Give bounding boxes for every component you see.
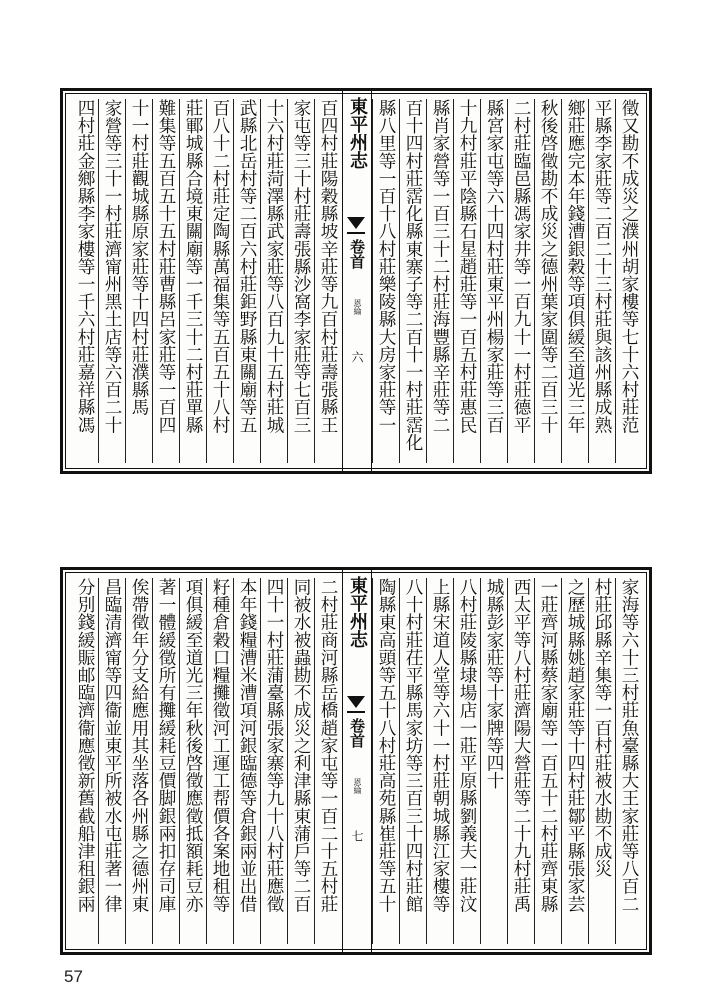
text-column: 八村莊陵縣埭場店一莊平原縣劉義夫一莊汶 (457, 578, 477, 913)
text-column: 之歷城縣姚趙家莊等十四村莊鄒平縣張家芸 (565, 578, 585, 913)
text-column: 武縣北岳村等二百六村莊鉅野縣東關廟等五 (237, 99, 257, 434)
column-rule (206, 578, 207, 944)
text-column: 俟帶徵年分支給應用其坐落各州縣之德州東 (129, 578, 149, 913)
column-rule (152, 578, 153, 944)
text-column: 上縣宋道人堂等六十一村莊朝城縣江家樓等 (430, 578, 450, 913)
column-rule (615, 99, 616, 463)
text-column: 本年錢糧漕米漕項河銀臨德等倉銀兩並出借 (237, 578, 257, 913)
column-rule (260, 99, 261, 463)
heart-page-number: 六 (350, 351, 364, 363)
column-rule (179, 578, 180, 944)
text-columns-upper (63, 99, 649, 463)
text-column: 秋後啓徵勘不成災之德州葉家圍等二百三十 (538, 99, 558, 434)
text-column: 昌臨清濟甯等四衞並東平所被水屯莊著一律 (102, 578, 122, 913)
column-rule (372, 99, 373, 463)
column-rule (426, 99, 427, 463)
text-column: 同被水被蟲勘不成災之利津縣東蒲戶等二百 (291, 578, 311, 913)
column-rule (453, 99, 454, 463)
text-column: 家屯等三十村莊壽張縣沙窩李家莊等七百三 (291, 99, 311, 434)
column-rule (179, 99, 180, 463)
column-rule (534, 99, 535, 463)
column-rule (98, 578, 99, 944)
text-column: 四十一村莊蒲臺縣張家寨等九十八村莊應徵 (264, 578, 284, 913)
column-rule (314, 578, 315, 944)
column-rule (287, 99, 288, 463)
column-rule (399, 99, 400, 463)
text-column: 八十村莊茌平縣馬家坊等三百三十四村莊館 (403, 578, 423, 913)
heart-page-number: 七 (350, 830, 364, 842)
text-column: 難集等五百五十五村莊曹縣呂家莊等一百四 (156, 99, 176, 434)
column-rule (125, 578, 126, 944)
column-rule (480, 578, 481, 944)
text-column: 十一村莊觀城縣原家莊等十四村莊濮縣馬 (129, 99, 149, 416)
text-column: 四村莊金鄉縣李家樓等一千六村莊嘉祥縣馮 (75, 99, 95, 434)
heart-title: 東平州志 (347, 97, 368, 169)
column-rule (287, 578, 288, 944)
top-cut-text (90, 40, 650, 90)
text-column: 西太平等八村莊濟陽大營莊等二十九村莊禹 (511, 578, 531, 913)
heart-juan: 卷首 (348, 718, 366, 748)
column-rule (372, 578, 373, 944)
text-column: 陶縣東高頭等五十八村莊高苑縣崔莊等五十 (376, 578, 396, 913)
text-column: 縣八里等一百十八村莊樂陵縣大房家莊等一 (376, 99, 396, 434)
text-column: 籽種倉穀口糧攤徵河工運工帮價各案地租等 (210, 578, 230, 913)
text-column: 家營等三十一村莊濟甯州黑土店等六百二十 (102, 99, 122, 434)
column-rule (507, 99, 508, 463)
column-rule (534, 578, 535, 944)
text-column: 分別錢緩賑邮臨濟衞應徵新舊截船津租銀兩 (75, 578, 95, 913)
text-columns-lower (63, 578, 649, 944)
column-rule (561, 99, 562, 463)
text-column: 一莊齊河縣蔡家廟等一百五十二村莊齊東縣 (538, 578, 558, 913)
text-column: 村莊邱縣辛集等一百村莊被水勘不成災 (592, 578, 612, 878)
column-rule (98, 99, 99, 463)
column-rule (233, 578, 234, 944)
text-column: 二村莊商河縣岳橋趙家屯等一百二十五村莊 (318, 578, 338, 913)
column-rule (561, 578, 562, 944)
text-column: 項俱緩至道光三年秋後啓徵應徵抵額耗豆亦 (183, 578, 203, 913)
column-rule (588, 578, 589, 944)
column-rule (426, 578, 427, 944)
column-rule (206, 99, 207, 463)
heart-subtitle: 恩綸 (353, 299, 362, 315)
column-rule (260, 578, 261, 944)
column-rule (453, 578, 454, 944)
text-column: 平縣李家莊等二百二十三村莊與該州縣成熟 (592, 99, 612, 434)
text-column: 城縣彭家莊等十家牌等四十 (484, 578, 504, 790)
page-number: 57 (64, 967, 83, 986)
column-rule (507, 578, 508, 944)
column-rule (399, 578, 400, 944)
column-rule (233, 99, 234, 463)
column-rule (125, 99, 126, 463)
text-column: 百四村莊陽穀縣坡辛莊等九百村莊壽張縣王 (318, 99, 338, 434)
text-column: 縣肖家營等一百三十二村莊海豐縣辛莊等二 (430, 99, 450, 434)
text-column: 百八十二村莊定陶縣萬福集等五百五十八村 (210, 99, 230, 434)
upper-half-leaf (60, 88, 652, 474)
column-rule (615, 578, 616, 944)
column-rule (314, 99, 315, 463)
text-column: 十九村莊平陰縣石星趙莊等一百五村莊惠民 (457, 99, 477, 434)
text-column: 徵又勘不成災之濮州胡家樓等七十六村莊范 (619, 99, 639, 434)
heart-juan: 卷首 (348, 239, 366, 269)
text-column: 鄉莊應完本年錢漕銀穀等項俱緩至道光三年 (565, 99, 585, 434)
text-column: 百十四村莊霑化縣東寨子等二百十一村莊霑化 (403, 99, 423, 451)
column-rule (588, 99, 589, 463)
column-rule (480, 99, 481, 463)
text-column: 家海等六十三村莊魚臺縣大王家莊等八百二 (619, 578, 639, 913)
text-column: 縣宮家屯等六十四村莊東平州楊家莊等三百 (484, 99, 504, 434)
column-rule (152, 99, 153, 463)
text-column: 莊鄆城縣合境東關廟等一千三十二村莊單縣 (183, 99, 203, 434)
text-column: 十六村莊菏澤縣武家莊等八百九十五村莊城 (264, 99, 284, 434)
heart-title: 東平州志 (347, 576, 368, 648)
text-column: 二村莊臨邑縣馮家井等一百九十一村莊德平 (511, 99, 531, 434)
heart-subtitle: 恩綸 (353, 778, 362, 794)
text-column: 著一體緩徵所有攤緩耗豆價脚銀兩扣存司庫 (156, 578, 176, 913)
lower-half-leaf (60, 567, 652, 955)
